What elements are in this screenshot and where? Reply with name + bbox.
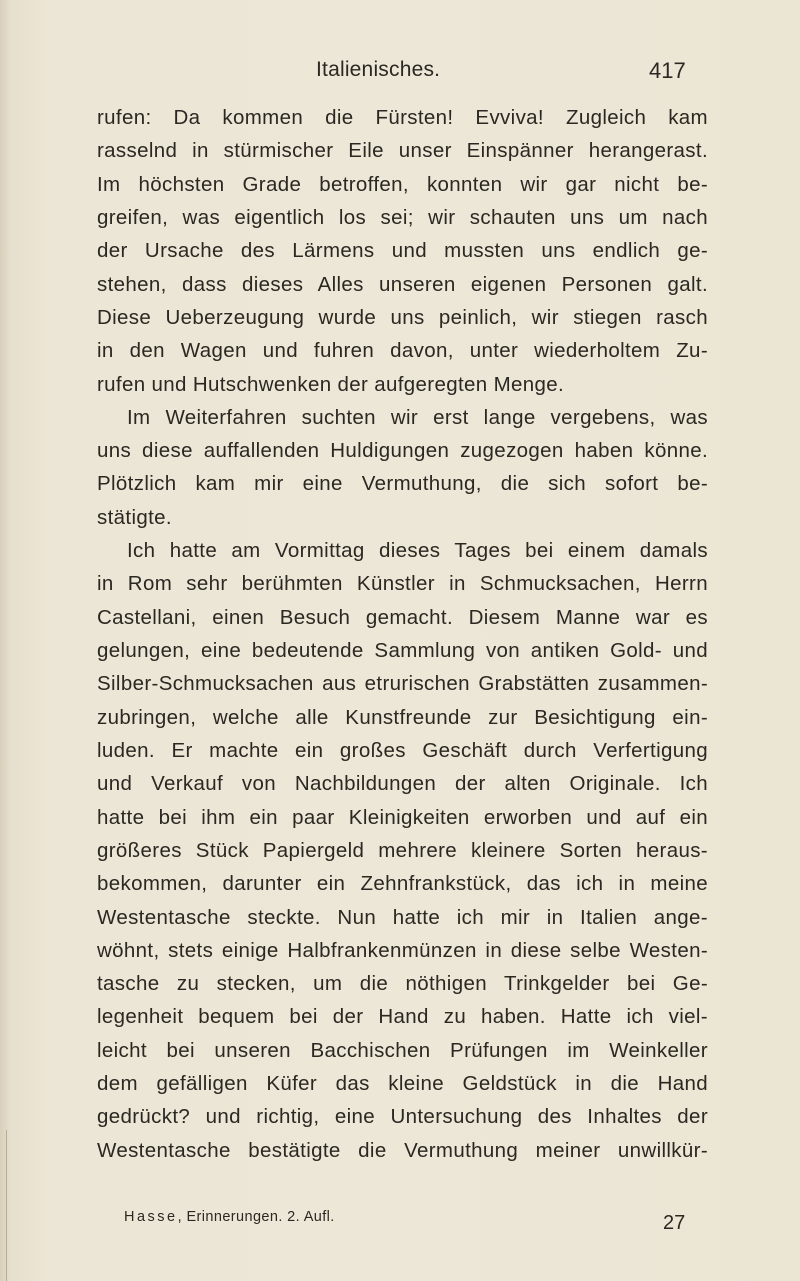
text-line: hatte bei ihm ein paar Kleinigkeiten erworben und auf ein	[97, 805, 708, 829]
text-line: in Rom sehr berühmten Künstler in Schmucksachen, Herrn	[97, 572, 708, 596]
running-title: Italienisches.	[316, 58, 441, 81]
text-line: Im Weiterfahren suchten wir erst lange vergebens, was	[127, 405, 708, 429]
text-line: Westentasche steckte. Nun hatte ich mir in Italien ange-	[97, 905, 708, 929]
text-line: legenheit bequem bei der Hand zu haben. Hatte ich viel-	[97, 1005, 708, 1029]
text-line: rufen und Hutschwenken der aufgeregten Menge.	[97, 372, 565, 396]
text-line: Im höchsten Grade betroffen, konnten wir gar nicht be-	[97, 172, 708, 196]
page-gutter-shadow	[0, 0, 10, 1281]
text-line: rufen: Da kommen die Fürsten! Evviva! Zugleich kam	[97, 106, 708, 129]
text-line: greifen, was eigentlich los sei; wir schauten uns um nach	[97, 205, 708, 229]
text-line: dem gefälligen Küfer das kleine Geldstück in die Hand	[97, 1072, 708, 1096]
page-number: 417	[649, 58, 686, 83]
text-line: gedrückt? und richtig, eine Untersuchung des Inhaltes der	[97, 1105, 708, 1129]
text-line: der Ursache des Lärmens und mussten uns endlich ge-	[97, 239, 708, 263]
text-line: Westentasche bestätigte die Vermuthung meiner unwillkür-	[97, 1138, 708, 1162]
sheet-number: 27	[663, 1212, 686, 1234]
text-line: luden. Er machte ein großes Geschäft durch Verfertigung	[97, 738, 708, 762]
text-line: und Verkauf von Nachbildungen der alten Originale. Ich	[97, 772, 708, 796]
text-line: Diese Ueberzeugung wurde uns peinlich, wir stiegen rasch	[97, 305, 708, 329]
text-line: in den Wagen und fuhren davon, unter wiederholtem Zu-	[97, 339, 708, 363]
text-line: Silber-Schmucksachen aus etrurischen Grabstätten zusammen-	[97, 672, 708, 696]
text-line: stätigte.	[97, 505, 172, 529]
text-line: uns diese auffallenden Huldigungen zugezogen haben könne.	[97, 439, 708, 463]
text-line: rasselnd in stürmischer Eile unser Einspänner herangerast.	[97, 139, 708, 163]
text-line: gelungen, eine bedeutende Sammlung von antiken Gold- und	[97, 639, 708, 662]
page-footer	[0, 1209, 800, 1239]
signature-author: Hasse	[124, 1209, 178, 1225]
text-line: Castellani, einen Besuch gemacht. Diesem Manne war es	[97, 605, 708, 629]
text-line: leicht bei unseren Bacchischen Prüfungen im Weinkeller	[97, 1038, 708, 1062]
page-header	[0, 58, 800, 88]
text-line: bekommen, darunter ein Zehnfrankstück, das ich in meine	[97, 872, 708, 896]
margin-rule	[6, 1130, 7, 1281]
signature-line	[124, 1209, 335, 1225]
text-line: zubringen, welche alle Kunstfreunde zur Besichtigung ein-	[97, 705, 708, 729]
signature-title: , Erinnerungen. 2. Aufl.	[177, 1209, 335, 1225]
text-line: wöhnt, stets einige Halbfrankenmünzen in diese selbe Westen-	[97, 938, 708, 962]
body-text	[97, 101, 708, 1167]
text-line: stehen, dass dieses Alles unseren eigenen Personen galt.	[97, 272, 708, 296]
text-line: tasche zu stecken, um die nöthigen Trinkgelder bei Ge-	[97, 972, 708, 996]
text-line: Plötzlich kam mir eine Vermuthung, die sich sofort be-	[97, 472, 708, 496]
text-line: Ich hatte am Vormittag dieses Tages bei einem damals	[127, 539, 708, 563]
text-line: größeres Stück Papiergeld mehrere kleinere Sorten heraus-	[97, 838, 708, 862]
